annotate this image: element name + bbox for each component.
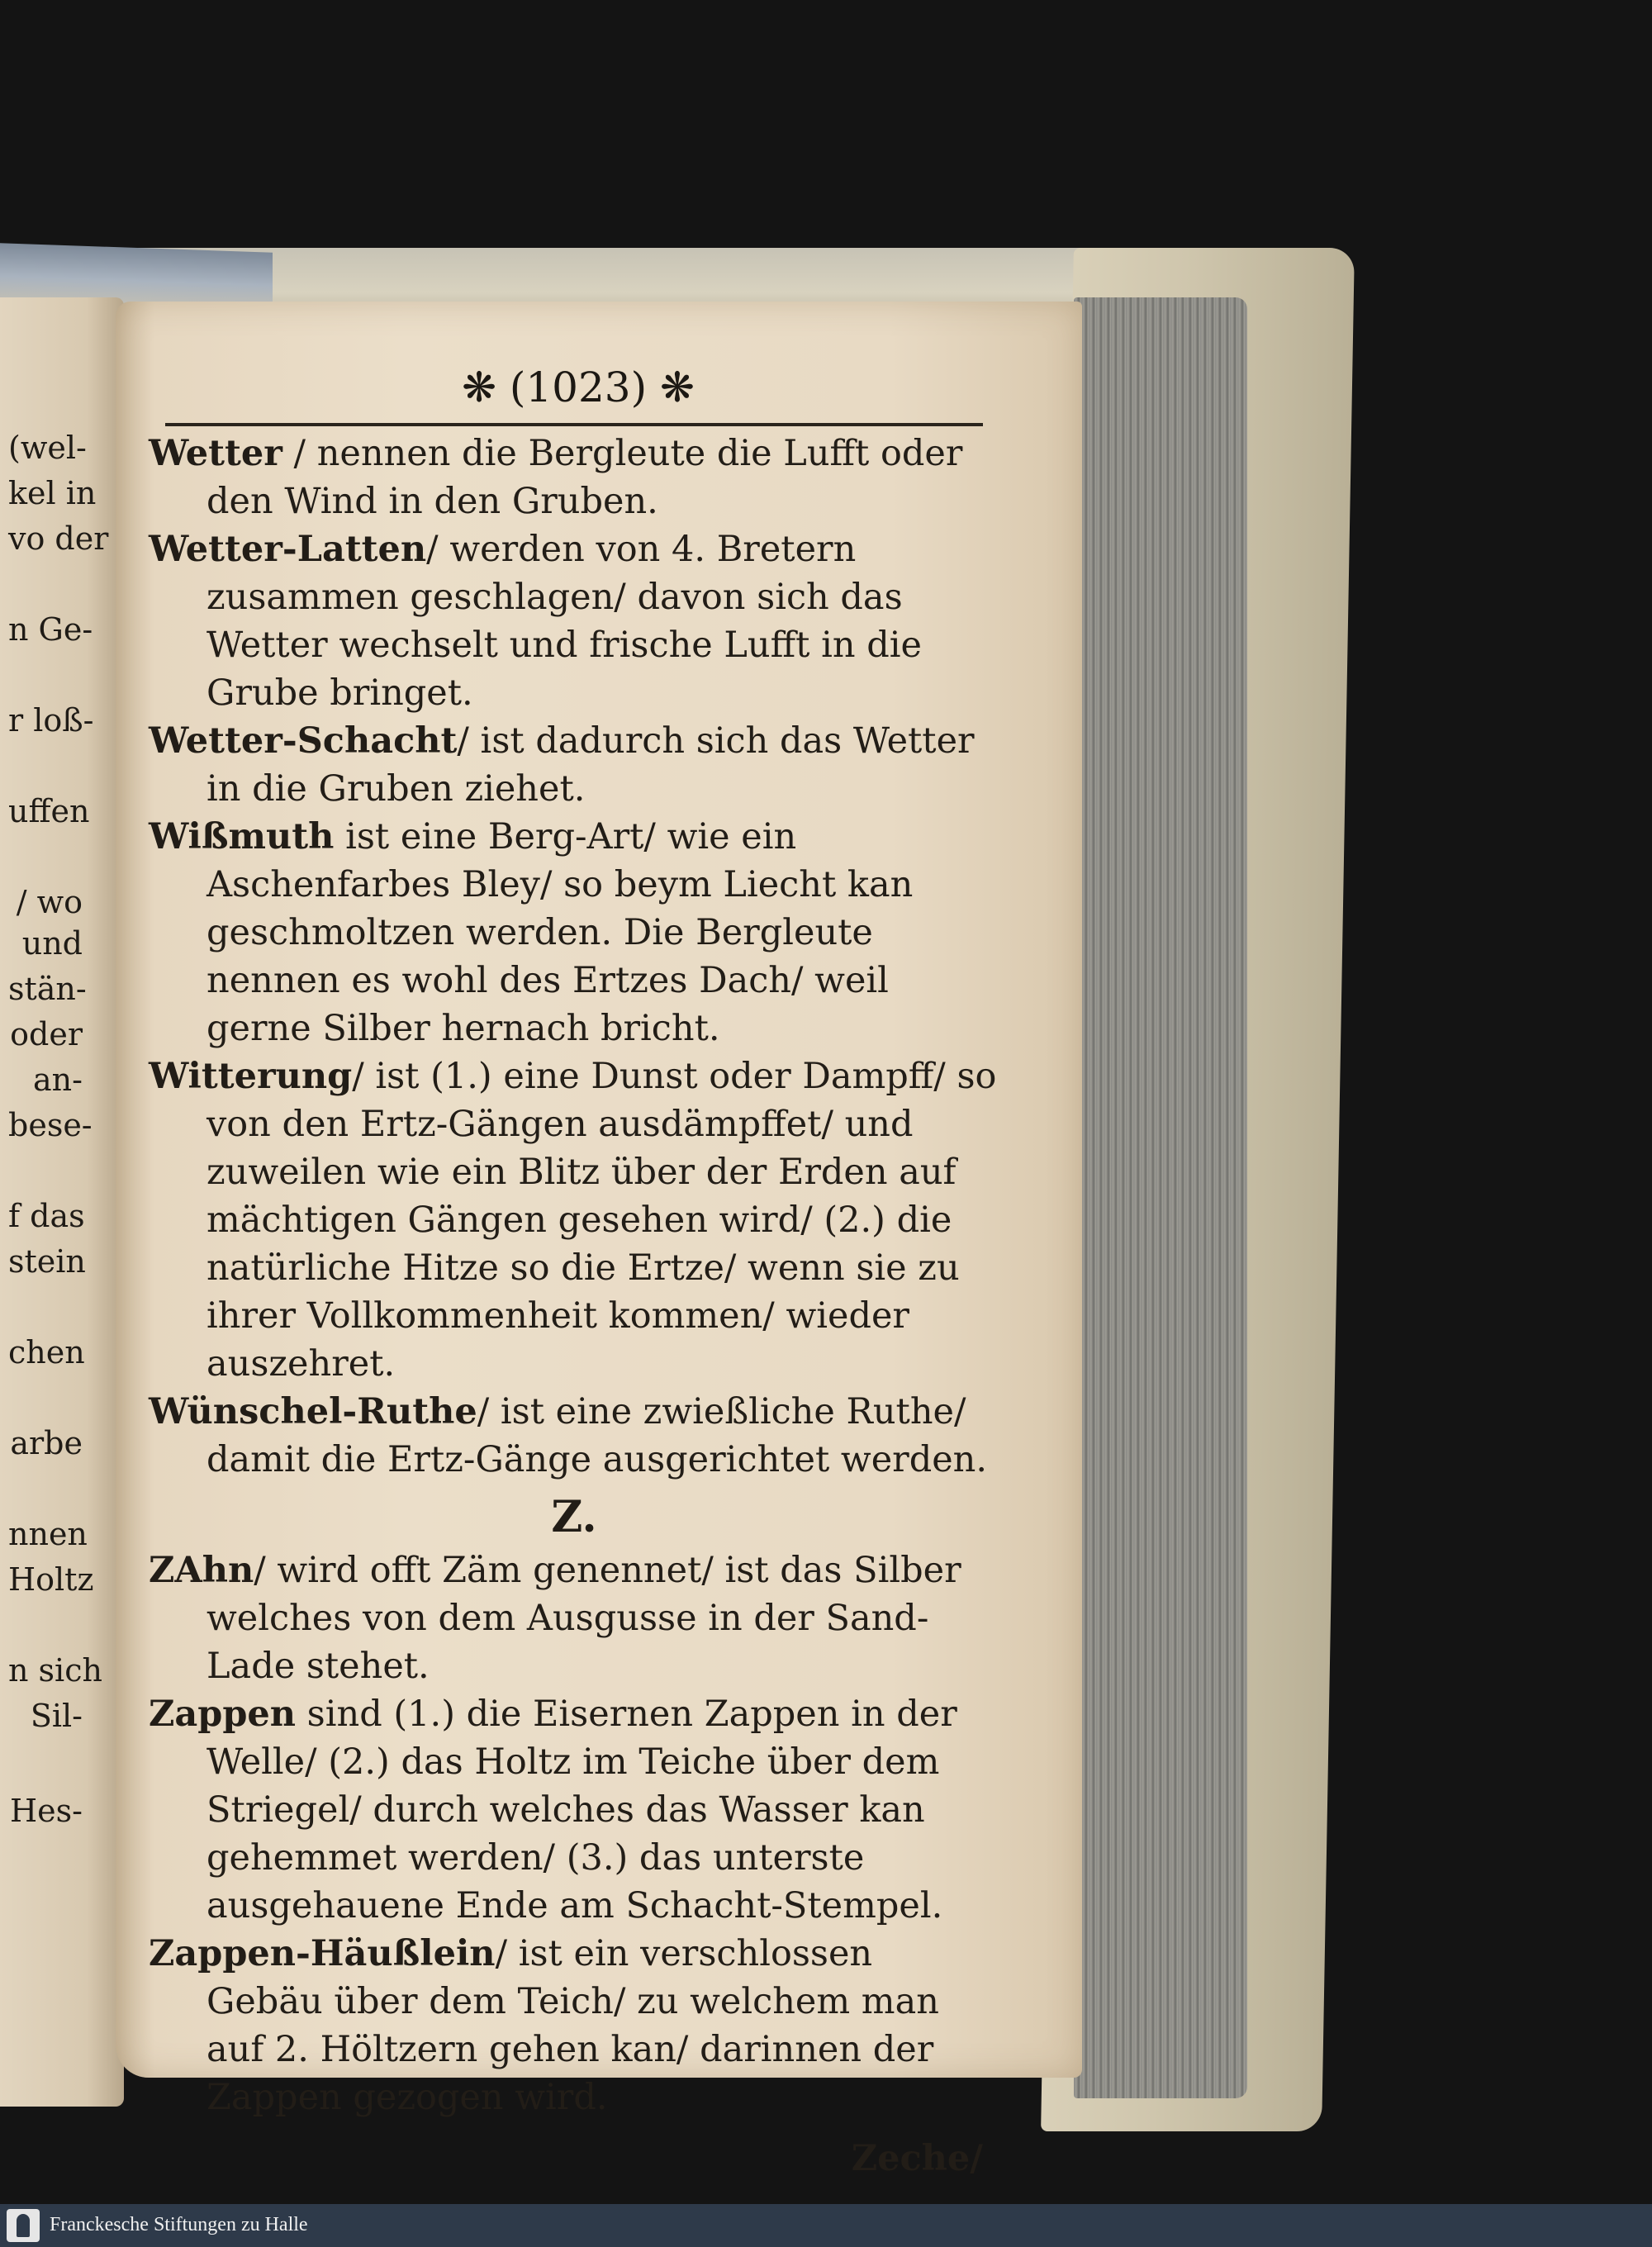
left-page-fragment: Sil- [30,1698,83,1734]
catchword: Zeche/ [851,2138,983,2179]
dictionary-entry [149,1930,999,2121]
entry-term: Wetter [149,433,282,474]
left-page-fragment: an- [33,1062,83,1098]
entry-text: / ist dadurch sich das Wetter in die Gruben ziehet. [206,720,975,810]
left-page-fragment: Hes- [10,1793,83,1829]
entry-term: Wünschel-Ruthe [149,1391,477,1432]
left-page-fragment: oder [10,1016,83,1052]
entry-text: ist eine Berg-Art/ wie ein Aschenfarbes Bley/ so beym Liecht kan geschmoltzen werden. Die Bergleute nennen es wohl des Ertzes Dach/ weil gerne Silber hernach bricht. [206,816,914,1049]
left-page-fragment: nnen [8,1516,88,1552]
entry-term: Zappen [149,1694,297,1735]
entry-text: / werden von 4. Bretern zusammen geschlagen/ davon sich das Wetter wechselt und frische Lufft in die Grube bringet. [206,529,922,714]
entry-text: / ist (1.) eine Dunst oder Dampff/ so von den Ertz-Gängen ausdämpffet/ und zuweilen wie ein Blitz über der Erden auf mächtigen Gängen gesehen wird/ (2.) die natürliche Hitze so die Ertze/ wenn sie zu ihrer Vollkommenheit kommen/ wieder auszehret. [206,1056,997,1385]
left-facing-page [0,297,124,2107]
left-page-fragment: / wo [16,884,83,920]
left-page-fragment: (wel- [8,430,87,466]
left-page-fragment: r loß- [8,702,94,739]
left-page-fragment: und [21,925,83,962]
left-page-fragment: stein [8,1243,86,1280]
left-page-fragment: Holtz [8,1561,94,1598]
section-letter: Z. [551,1492,597,1542]
left-page-fragment: uffen [8,793,90,829]
entry-term: Zappen-Häußlein [149,1933,496,1974]
footer-institution-text: Franckesche Stiftungen zu Halle [50,2214,308,2235]
entry-term: Wetter-Schacht [149,720,458,762]
left-page-fragment: bese- [8,1107,93,1143]
dictionary-entry [149,525,999,717]
entry-text: / nennen die Bergleute die Lufft oder den Wind in den Gruben. [206,433,963,522]
left-page-fragment: arbe [10,1425,83,1461]
entry-text: / ist ein verschlossen Gebäu über dem Teich/ zu welchem man auf 2. Höltzern gehen kan/ darinnen der Zappen gezogen wird. [206,1933,939,2118]
dictionary-entry [149,717,999,813]
dictionary-entry [149,1546,999,1690]
left-page-fragment: kel in [8,475,97,511]
entry-term: Wetter-Latten [149,529,427,570]
dictionary-entry [149,430,999,525]
entry-term: Witterung [149,1056,353,1097]
dictionary-entry [149,813,999,1052]
left-page-fragment: n Ge- [8,611,93,648]
entry-term: ZAhn [149,1550,254,1591]
institution-logo-icon [7,2209,40,2242]
left-page-fragment: stän- [8,971,87,1007]
dictionary-entry [149,1690,999,1930]
page-edges [1074,297,1247,2098]
footer-bar [0,2204,1652,2247]
page-body [149,430,999,2218]
left-page-fragment: f das [8,1198,85,1234]
entry-text: / ist eine zwießliche Ruthe/ damit die Ertz-Gänge ausgerichtet werden. [206,1391,988,1480]
left-page-fragment: chen [8,1334,85,1371]
left-page-fragment: n sich [8,1652,102,1689]
entry-term: Wißmuth [149,816,335,857]
dictionary-entry [149,1052,999,1388]
header-rule [165,423,983,426]
left-page-fragment: vo der [8,520,109,557]
entry-text: / wird offt Zäm genennet/ ist das Silber welches von dem Ausgusse in der Sand-Lade stehet. [206,1550,961,1687]
entry-text: sind (1.) die Eisernen Zappen in der Welle/ (2.) das Holtz im Teiche über dem Striegel/ durch welches das Wasser kan gehemmet werden/ (3.) das unterste ausgehauene Ende am Schacht-Stempel. [206,1694,957,1926]
dictionary-entry [149,1388,999,1484]
page-header: ❋ (1023) ❋ [462,363,695,411]
